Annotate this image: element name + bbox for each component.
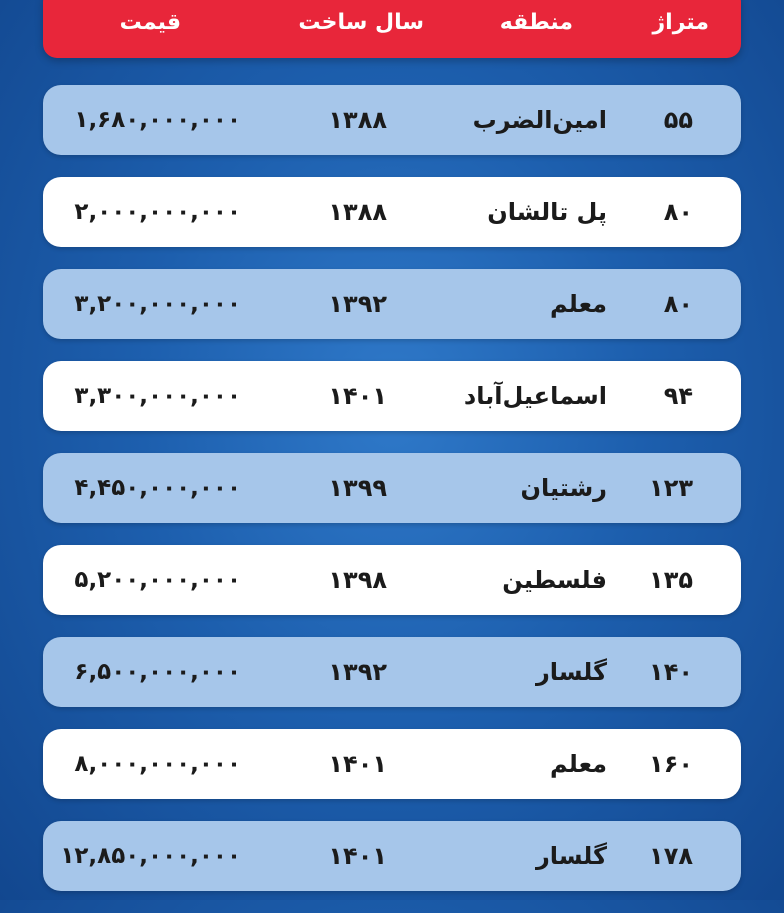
price-cell: ۳,۳۰۰,۰۰۰,۰۰۰ bbox=[74, 383, 241, 409]
price-cell: ۴,۴۵۰,۰۰۰,۰۰۰ bbox=[74, 475, 241, 501]
area-cell: ۸۰ bbox=[663, 290, 693, 318]
region-cell: معلم bbox=[549, 290, 607, 318]
table-row bbox=[43, 85, 741, 155]
table-row bbox=[43, 545, 741, 615]
area-cell: ۱۲۳ bbox=[649, 474, 693, 502]
area-cell: ۱۴۰ bbox=[649, 658, 693, 686]
region-cell: گلسار bbox=[535, 842, 607, 870]
price-cell: ۸,۰۰۰,۰۰۰,۰۰۰ bbox=[74, 751, 241, 777]
price-cell: ۲,۰۰۰,۰۰۰,۰۰۰ bbox=[74, 199, 241, 225]
region-cell: اسماعیل‌آباد bbox=[463, 382, 607, 410]
header-year-built: سال ساخت bbox=[298, 10, 424, 35]
year-cell: ۱۴۰۱ bbox=[328, 750, 387, 778]
price-cell: ۶,۵۰۰,۰۰۰,۰۰۰ bbox=[74, 659, 241, 685]
area-cell: ۹۴ bbox=[663, 382, 693, 410]
year-cell: ۱۴۰۱ bbox=[328, 842, 387, 870]
header-price: قیمت bbox=[119, 10, 181, 35]
area-cell: ۵۵ bbox=[663, 106, 693, 134]
area-cell: ۱۷۸ bbox=[649, 842, 693, 870]
table-row bbox=[43, 177, 741, 247]
year-cell: ۱۳۸۸ bbox=[328, 198, 387, 226]
year-cell: ۱۳۸۸ bbox=[328, 106, 387, 134]
year-cell: ۱۳۹۸ bbox=[328, 566, 387, 594]
region-cell: گلسار bbox=[535, 658, 607, 686]
area-cell: ۱۳۵ bbox=[649, 566, 693, 594]
price-cell: ۳,۲۰۰,۰۰۰,۰۰۰ bbox=[74, 291, 241, 317]
year-cell: ۱۳۹۹ bbox=[328, 474, 387, 502]
region-cell: معلم bbox=[549, 750, 607, 778]
region-cell: امین‌الضرب bbox=[472, 106, 607, 134]
table-row bbox=[43, 269, 741, 339]
area-cell: ۸۰ bbox=[663, 198, 693, 226]
area-cell: ۱۶۰ bbox=[649, 750, 693, 778]
year-cell: ۱۴۰۱ bbox=[328, 382, 387, 410]
price-cell: ۵,۲۰۰,۰۰۰,۰۰۰ bbox=[74, 567, 241, 593]
price-cell: ۱,۶۸۰,۰۰۰,۰۰۰ bbox=[74, 107, 241, 133]
header-area: متراژ bbox=[652, 10, 709, 35]
table-row bbox=[43, 729, 741, 799]
table-header bbox=[43, 0, 741, 58]
price-cell: ۱۲,۸۵۰,۰۰۰,۰۰۰ bbox=[60, 843, 241, 869]
table-row bbox=[43, 453, 741, 523]
table-row bbox=[43, 637, 741, 707]
table-row bbox=[43, 361, 741, 431]
region-cell: پل تالشان bbox=[487, 198, 607, 226]
table-row bbox=[43, 821, 741, 891]
header-region: منطقه bbox=[499, 10, 573, 35]
year-cell: ۱۳۹۲ bbox=[328, 290, 387, 318]
region-cell: فلسطین bbox=[502, 566, 607, 594]
listing-table bbox=[43, 85, 741, 913]
region-cell: رشتیان bbox=[520, 474, 607, 502]
year-cell: ۱۳۹۲ bbox=[328, 658, 387, 686]
